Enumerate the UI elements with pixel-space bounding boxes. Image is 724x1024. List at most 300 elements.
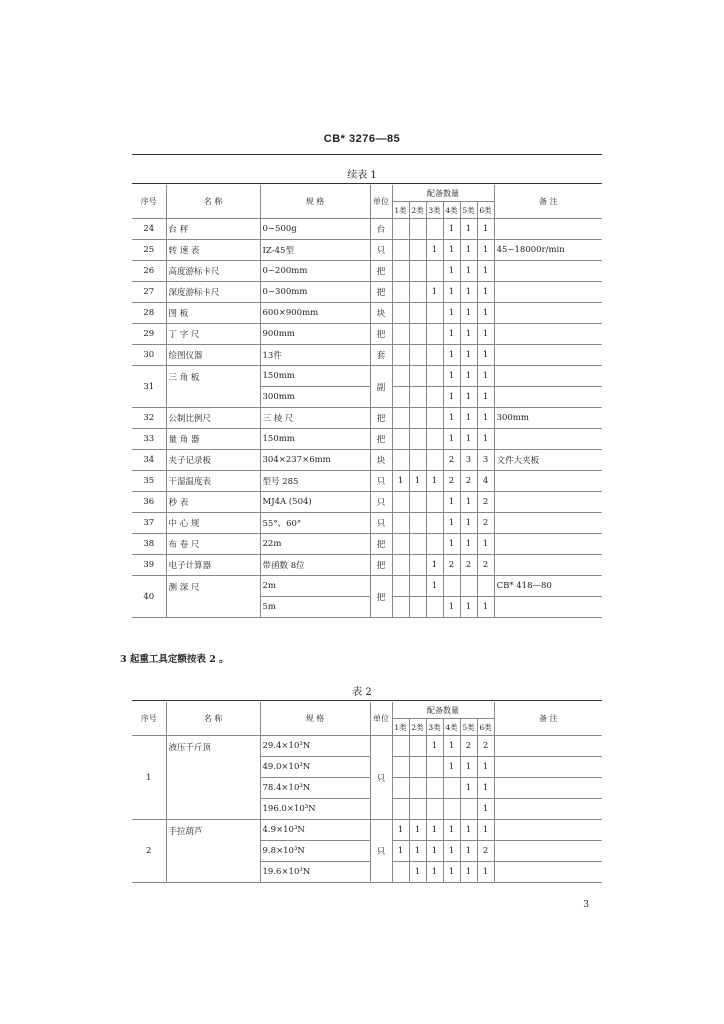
table2-cell-note	[494, 799, 602, 820]
table1-cell-note	[494, 282, 602, 303]
table1-cell-unit: 只	[370, 492, 392, 513]
table1-qty-cell	[392, 219, 409, 240]
table2-qty-cell: 1	[443, 736, 460, 757]
table1-qty-cell: 1	[443, 345, 460, 366]
table2-qty-cell	[460, 799, 477, 820]
table1-qty-cell	[426, 408, 443, 429]
table1-qty-cell	[477, 576, 494, 597]
table-row	[132, 450, 602, 471]
table-row	[132, 576, 602, 597]
table1-cell-seq: 38	[132, 534, 166, 555]
table-row	[132, 261, 602, 282]
table2-qty-cell: 1	[426, 820, 443, 841]
table-row	[132, 429, 602, 450]
t1-head-qty: 配备数量	[392, 185, 494, 202]
table2-class-header: 3类	[426, 719, 443, 736]
table1-qty-cell	[409, 261, 426, 282]
table1-qty-cell	[426, 387, 443, 408]
table2-qty-cell	[409, 799, 426, 820]
table1-cell-name: 高度游标卡尺	[166, 261, 260, 282]
table1-cell-note	[494, 387, 602, 408]
table1-qty-cell	[409, 219, 426, 240]
table1-qty-cell: 1	[443, 429, 460, 450]
table1-qty-cell: 1	[460, 492, 477, 513]
table1-qty-cell	[426, 324, 443, 345]
table1-qty-cell	[392, 534, 409, 555]
table1-qty-cell	[426, 303, 443, 324]
t2-head-qty: 配备数量	[392, 702, 494, 719]
table1-qty-cell	[392, 345, 409, 366]
table2-cell-name: 液压千斤顶	[166, 736, 260, 820]
table1-cell-unit: 只	[370, 240, 392, 261]
table1-qty-cell: 1	[426, 240, 443, 261]
table1-qty-cell: 1	[477, 597, 494, 618]
table1-cell-spec: 0~500g	[260, 219, 370, 240]
table1-cell-note	[494, 219, 602, 240]
table2-cell-note	[494, 736, 602, 757]
table2-cell-spec: 19.6×10³N	[260, 862, 370, 883]
table2-cell-spec: 4.9×10³N	[260, 820, 370, 841]
table1-qty-cell: 1	[443, 282, 460, 303]
table1-cell-note	[494, 366, 602, 387]
table2-class-header: 6类	[477, 719, 494, 736]
table1-qty-cell	[426, 450, 443, 471]
table1-qty-cell	[409, 345, 426, 366]
table1-qty-cell	[409, 303, 426, 324]
table2-cell-spec: 9.8×10³N	[260, 841, 370, 862]
table1-cell-name: 转 速 表	[166, 240, 260, 261]
table1-cell-name: 秒 表	[166, 492, 260, 513]
table1-qty-cell: 1	[477, 282, 494, 303]
table1-cell-note: 文件大夹板	[494, 450, 602, 471]
table2-qty-cell: 1	[460, 862, 477, 883]
table1-class-header: 5类	[460, 202, 477, 219]
table1-cell-note	[494, 492, 602, 513]
table1-qty-cell	[392, 303, 409, 324]
table-row	[132, 303, 602, 324]
table2-cell-seq: 1	[132, 736, 166, 820]
table1-cell-name: 电子计算器	[166, 555, 260, 576]
table1-cell-seq: 33	[132, 429, 166, 450]
table2-qty-cell: 1	[443, 757, 460, 778]
table1-cell-seq: 40	[132, 576, 166, 618]
table1-qty-cell	[392, 450, 409, 471]
table1-qty-cell: 1	[443, 387, 460, 408]
table1-cell-seq: 31	[132, 366, 166, 408]
page-number: 3	[583, 900, 589, 910]
table-row	[132, 820, 602, 841]
table2-cell-note	[494, 841, 602, 862]
table1-cell-spec: MJ4A (504)	[260, 492, 370, 513]
table1-qty-cell: 1	[460, 366, 477, 387]
table1-cell-seq: 29	[132, 324, 166, 345]
table2-qty-cell: 1	[443, 841, 460, 862]
table-row	[132, 534, 602, 555]
table1-qty-cell: 2	[477, 492, 494, 513]
table1-qty-cell	[409, 408, 426, 429]
table1-cell-name: 中 心 规	[166, 513, 260, 534]
table2-qty-cell	[392, 757, 409, 778]
table1-qty-cell: 2	[443, 450, 460, 471]
table1-qty-cell: 1	[460, 219, 477, 240]
table2-qty-cell	[392, 799, 409, 820]
table2-qty-cell	[426, 778, 443, 799]
table2-qty-cell	[443, 799, 460, 820]
table1-qty-cell: 2	[477, 555, 494, 576]
table2-qty-cell: 1	[460, 820, 477, 841]
table1-top-rule	[132, 183, 602, 184]
table1-cell-unit: 只	[370, 471, 392, 492]
table1-qty-cell: 2	[443, 471, 460, 492]
table1-qty-cell	[409, 513, 426, 534]
table1-cell-seq: 26	[132, 261, 166, 282]
table-row	[132, 219, 602, 240]
table2-class-header: 5类	[460, 719, 477, 736]
table2-qty-cell: 1	[460, 778, 477, 799]
table1-qty-cell: 2	[460, 555, 477, 576]
table1-qty-cell	[392, 513, 409, 534]
table1-cell-spec: 2m	[260, 576, 370, 597]
table-row	[132, 282, 602, 303]
table1-qty-cell: 1	[477, 324, 494, 345]
table1-qty-cell: 1	[443, 240, 460, 261]
table1-qty-cell: 1	[460, 387, 477, 408]
table1-cell-spec: 13件	[260, 345, 370, 366]
table1-cell-unit: 把	[370, 261, 392, 282]
table1-qty-cell	[392, 576, 409, 597]
table1-qty-cell	[426, 429, 443, 450]
table1-cell-unit: 把	[370, 324, 392, 345]
table1-cell-seq: 25	[132, 240, 166, 261]
table2-qty-cell: 1	[409, 841, 426, 862]
table2-qty-cell: 1	[426, 736, 443, 757]
table1-qty-cell	[409, 597, 426, 618]
table1-qty-cell: 3	[477, 450, 494, 471]
table1-cell-name: 绘图仪器	[166, 345, 260, 366]
table1-cell-name: 干湿温度表	[166, 471, 260, 492]
table1-cell-unit: 把	[370, 576, 392, 618]
table1-qty-cell: 1	[426, 576, 443, 597]
table1-qty-cell: 1	[426, 282, 443, 303]
table1-qty-cell: 1	[426, 555, 443, 576]
table1-cell-seq: 34	[132, 450, 166, 471]
table2-qty-cell: 2	[460, 736, 477, 757]
table1-qty-cell: 1	[443, 492, 460, 513]
table1-cell-seq: 36	[132, 492, 166, 513]
table1-cell-spec: 5m	[260, 597, 370, 618]
table1-qty-cell	[426, 513, 443, 534]
table1-cell-unit: 块	[370, 450, 392, 471]
table1-qty-cell	[426, 366, 443, 387]
table1-cell-note	[494, 345, 602, 366]
table1-qty-cell	[426, 219, 443, 240]
table1-qty-cell	[426, 534, 443, 555]
table2-qty-cell: 1	[477, 778, 494, 799]
table2-qty-cell: 1	[443, 862, 460, 883]
table1-cell-spec: 三 棱 尺	[260, 408, 370, 429]
table1-qty-cell	[409, 450, 426, 471]
table2-qty-cell	[426, 757, 443, 778]
table2-cell-spec: 78.4×10³N	[260, 778, 370, 799]
table-row	[132, 513, 602, 534]
table2-qty-cell	[392, 736, 409, 757]
table1-qty-cell: 1	[443, 534, 460, 555]
table2-caption: 表 2	[352, 687, 372, 698]
table1-qty-cell: 1	[443, 408, 460, 429]
table1-qty-cell: 1	[426, 471, 443, 492]
table2-cell-name: 手拉葫芦	[166, 820, 260, 883]
table2-qty-cell	[409, 778, 426, 799]
table2-qty-cell	[392, 778, 409, 799]
table1-qty-cell: 1	[477, 366, 494, 387]
table1-cell-seq: 27	[132, 282, 166, 303]
table1-qty-cell: 1	[443, 324, 460, 345]
table1-qty-cell	[409, 576, 426, 597]
table1-qty-cell: 1	[443, 597, 460, 618]
table-row	[132, 408, 602, 429]
table1-qty-cell	[426, 492, 443, 513]
table1-qty-cell: 1	[392, 471, 409, 492]
table1-cell-unit: 把	[370, 408, 392, 429]
table1-cell-name: 三 角 板	[166, 366, 260, 408]
table2-cell-note	[494, 778, 602, 799]
table-row	[132, 492, 602, 513]
table1-cell-note: 45~18000r/min	[494, 240, 602, 261]
table1-qty-cell	[392, 429, 409, 450]
table1-cell-seq: 32	[132, 408, 166, 429]
table1-qty-cell	[409, 240, 426, 261]
t1-head-spec: 规 格	[260, 185, 370, 219]
table1-cell-name: 夹子记录板	[166, 450, 260, 471]
table1-qty-cell	[392, 324, 409, 345]
table2-cell-unit: 只	[370, 820, 392, 883]
table1-qty-cell	[409, 324, 426, 345]
table1-cell-unit: 套	[370, 345, 392, 366]
table2-cell-spec: 29.4×10³N	[260, 736, 370, 757]
table2-qty-cell	[443, 778, 460, 799]
table1-cell-note	[494, 555, 602, 576]
table1-qty-cell: 1	[477, 387, 494, 408]
table1-qty-cell: 1	[460, 534, 477, 555]
table1-qty-cell: 1	[460, 345, 477, 366]
table1-cell-unit: 块	[370, 303, 392, 324]
table2-top-rule	[132, 700, 602, 701]
table-row	[132, 555, 602, 576]
table2-qty-cell: 2	[477, 841, 494, 862]
table1-cell-unit: 副	[370, 366, 392, 408]
table1-cell-note: CB* 418—80	[494, 576, 602, 597]
table1-qty-cell	[392, 366, 409, 387]
table1-qty-cell: 1	[460, 261, 477, 282]
table1-qty-cell	[409, 429, 426, 450]
table1-cell-unit: 只	[370, 513, 392, 534]
table2-qty-cell: 1	[426, 862, 443, 883]
table1-cell-spec: 0~300mm	[260, 282, 370, 303]
t2-head-name: 名 称	[166, 702, 260, 736]
table1-qty-cell: 1	[477, 240, 494, 261]
table1-qty-cell	[426, 261, 443, 282]
table2-qty-cell: 1	[426, 841, 443, 862]
table1-qty-cell: 1	[460, 240, 477, 261]
table1-cell-seq: 39	[132, 555, 166, 576]
table1-cell-note	[494, 303, 602, 324]
table1-qty-cell: 2	[443, 555, 460, 576]
table1-qty-cell	[392, 240, 409, 261]
table1-qty-cell: 1	[477, 534, 494, 555]
table1-cell-name: 测 深 尺	[166, 576, 260, 618]
section-note: 3 起重工具定额按表 2 。	[120, 654, 229, 665]
table1-qty-cell: 1	[409, 471, 426, 492]
table1-class-header: 1类	[392, 202, 409, 219]
table1-cell-unit: 把	[370, 555, 392, 576]
t2-head-notes: 备 注	[494, 702, 602, 736]
table1-qty-cell: 1	[460, 513, 477, 534]
table1-cell-unit: 把	[370, 282, 392, 303]
table2-class-header: 2类	[409, 719, 426, 736]
table1-cell-seq: 37	[132, 513, 166, 534]
table1-qty-cell: 1	[477, 345, 494, 366]
table2-cell-seq: 2	[132, 820, 166, 883]
table2-qty-cell: 1	[477, 799, 494, 820]
table-row	[132, 366, 602, 387]
table2-cell-note	[494, 862, 602, 883]
table1-qty-cell: 1	[460, 597, 477, 618]
table1-qty-cell: 1	[477, 303, 494, 324]
table1-cell-spec: 型号 285	[260, 471, 370, 492]
table1-qty-cell	[460, 576, 477, 597]
table1-cell-name: 深度游标卡尺	[166, 282, 260, 303]
table1-qty-cell: 1	[460, 282, 477, 303]
table1-qty-cell	[392, 555, 409, 576]
table1-qty-cell: 1	[477, 219, 494, 240]
table1-qty-cell: 1	[443, 261, 460, 282]
table1-qty-cell: 3	[460, 450, 477, 471]
table1-cell-spec: 900mm	[260, 324, 370, 345]
t1-head-unit: 单位	[370, 185, 392, 219]
table1-cell-spec: 150mm	[260, 366, 370, 387]
table2-class-header: 1类	[392, 719, 409, 736]
table1-cell-seq: 35	[132, 471, 166, 492]
table1-class-header: 2类	[409, 202, 426, 219]
t1-head-name: 名 称	[166, 185, 260, 219]
table1-qty-cell	[409, 387, 426, 408]
table1-qty-cell	[409, 282, 426, 303]
table1-caption: 续表 1	[347, 170, 377, 181]
table1-cell-unit: 把	[370, 534, 392, 555]
table1-cell-spec: IZ-45型	[260, 240, 370, 261]
table2-class-header: 4类	[443, 719, 460, 736]
table2-qty-cell: 1	[409, 862, 426, 883]
table-row	[132, 240, 602, 261]
table1-qty-cell: 1	[477, 261, 494, 282]
table1-class-header: 4类	[443, 202, 460, 219]
table2-qty-cell: 1	[460, 757, 477, 778]
t2-head-unit: 单位	[370, 702, 392, 736]
table1-cell-name: 布 卷 尺	[166, 534, 260, 555]
table1-qty-cell: 1	[443, 366, 460, 387]
table1-qty-cell: 1	[443, 219, 460, 240]
table2-cell-note	[494, 757, 602, 778]
table2-qty-cell	[426, 799, 443, 820]
table1-cell-note	[494, 513, 602, 534]
table1-qty-cell	[426, 345, 443, 366]
table1-qty-cell	[409, 492, 426, 513]
table1-cell-note	[494, 534, 602, 555]
table-row	[132, 736, 602, 757]
table1	[132, 185, 602, 618]
t2-head-seq: 序号	[132, 702, 166, 736]
table1-cell-unit: 台	[370, 219, 392, 240]
table1-cell-spec: 300mm	[260, 387, 370, 408]
table1-qty-cell: 1	[443, 513, 460, 534]
table1-cell-name: 丁 字 尺	[166, 324, 260, 345]
table1-class-header: 6类	[477, 202, 494, 219]
table1-cell-spec: 600×900mm	[260, 303, 370, 324]
table1-cell-note	[494, 597, 602, 618]
table1-qty-cell	[409, 366, 426, 387]
table1-qty-cell: 4	[477, 471, 494, 492]
table1-cell-note	[494, 261, 602, 282]
table1-cell-spec: 0~200mm	[260, 261, 370, 282]
table1-cell-name: 量 角 器	[166, 429, 260, 450]
table1-qty-cell: 1	[477, 429, 494, 450]
table1-qty-cell: 2	[460, 471, 477, 492]
table2-cell-note	[494, 820, 602, 841]
table1-cell-unit: 把	[370, 429, 392, 450]
table2-qty-cell: 1	[477, 820, 494, 841]
table1-cell-note	[494, 324, 602, 345]
table-row	[132, 345, 602, 366]
table1-qty-cell: 1	[477, 408, 494, 429]
table1-qty-cell	[392, 492, 409, 513]
table1-qty-cell	[392, 261, 409, 282]
table1-qty-cell: 1	[460, 324, 477, 345]
table2-qty-cell: 1	[477, 862, 494, 883]
table2-qty-cell	[409, 757, 426, 778]
table1-qty-cell	[426, 597, 443, 618]
table1-cell-seq: 28	[132, 303, 166, 324]
table1-cell-spec: 带函数 8位	[260, 555, 370, 576]
standard-header: CB* 3276—85	[323, 133, 401, 145]
header-rule	[132, 154, 602, 155]
table2-qty-cell: 1	[409, 820, 426, 841]
table2	[132, 702, 602, 883]
table2-cell-spec: 196.0×10³N	[260, 799, 370, 820]
table1-qty-cell	[392, 408, 409, 429]
table1-cell-name: 图 板	[166, 303, 260, 324]
table1-qty-cell: 2	[477, 513, 494, 534]
t1-head-notes: 备 注	[494, 185, 602, 219]
table1-cell-note	[494, 429, 602, 450]
table2-qty-cell	[409, 736, 426, 757]
table1-cell-name: 台 秤	[166, 219, 260, 240]
table2-qty-cell: 1	[392, 841, 409, 862]
table1-qty-cell: 1	[460, 429, 477, 450]
table1-qty-cell	[392, 597, 409, 618]
table1-cell-spec: 22m	[260, 534, 370, 555]
table2-cell-spec: 49.0×10³N	[260, 757, 370, 778]
table1-cell-spec: 304×237×6mm	[260, 450, 370, 471]
table1-qty-cell: 1	[460, 408, 477, 429]
table2-qty-cell: 2	[477, 736, 494, 757]
table1-qty-cell	[409, 534, 426, 555]
table2-qty-cell	[392, 862, 409, 883]
table1-qty-cell	[392, 387, 409, 408]
table2-qty-cell: 1	[477, 757, 494, 778]
table-row	[132, 324, 602, 345]
table1-qty-cell: 1	[460, 303, 477, 324]
table1-cell-seq: 24	[132, 219, 166, 240]
